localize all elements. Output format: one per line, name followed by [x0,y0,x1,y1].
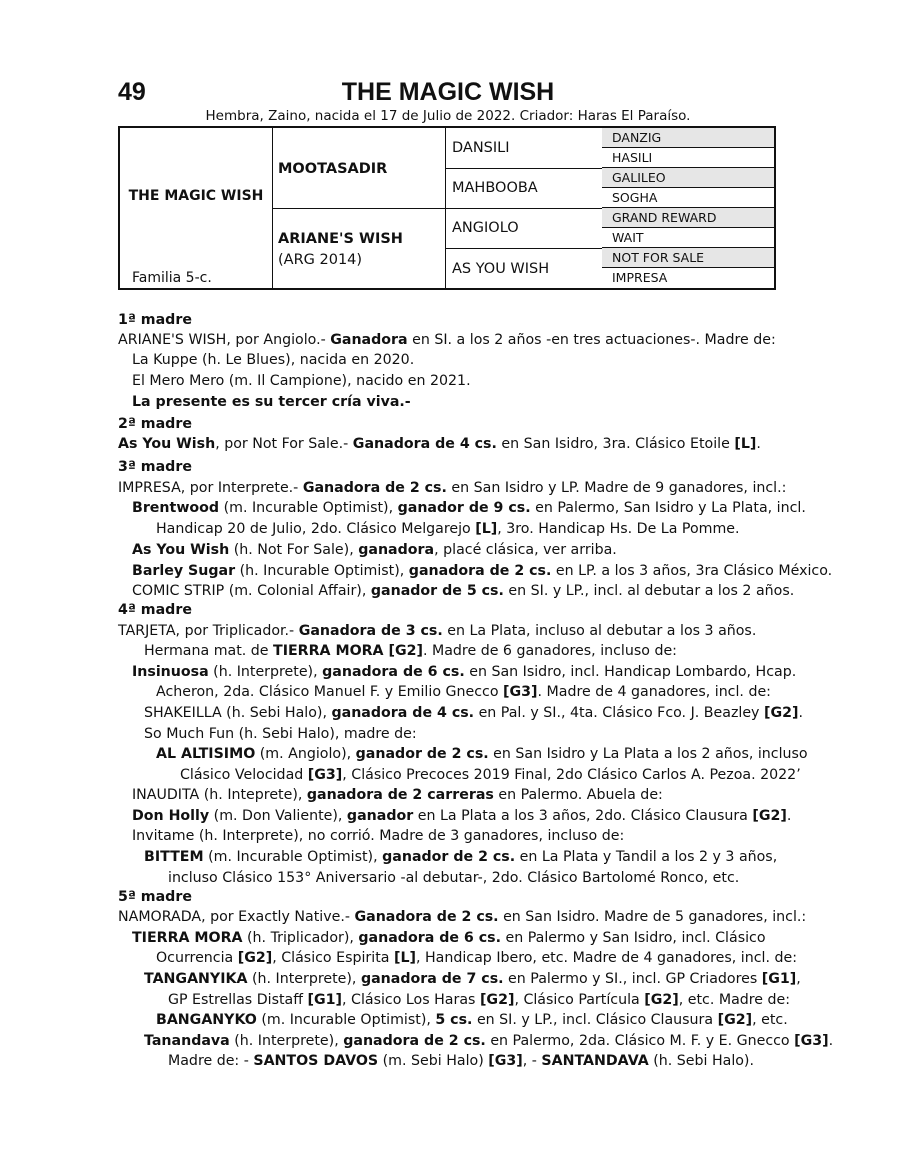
text-run: SHAKEILLA (h. Sebi Halo), [144,705,332,721]
text-line [144,971,801,987]
bold-run: ganador de 2 cs. [355,746,489,762]
pedigree-gen3-item: ANGIOLO [452,220,519,236]
section-heading: 4ª madre [118,602,192,618]
bold-run: [G3] [503,684,538,700]
text-run: (h. Sebi Halo). [648,1053,754,1069]
text-line [168,992,790,1008]
text-run: , Handicap Ibero, etc. Madre de 4 ganadores, incl. de: [415,950,797,966]
page-header [118,78,778,110]
pedigree-subject: THE MAGIC WISH [128,188,264,204]
text-run: ARIANE'S WISH, por Angiolo.- [118,332,331,348]
bold-run: Don Holly [132,808,210,824]
bold-run: Ganadora de 3 cs. [298,623,443,639]
pedigree-gen4-item: NOT FOR SALE [602,248,774,268]
text-run: COMIC STRIP (m. Colonial Affair), [132,583,371,599]
bold-run: SANTOS DAVOS [253,1053,379,1069]
section-heading: 5ª madre [118,889,192,905]
bold-run: As You Wish [118,436,216,452]
text-run: en Palermo y San Isidro, incl. Clásico [500,930,766,946]
text-run: en SI. y LP., incl. Clásico Clausura [472,1012,718,1028]
text-line: La presente es su tercer cría viva.- [132,394,411,410]
text-line [118,332,776,348]
text-line [132,542,617,558]
bold-run: [L] [393,950,416,966]
text-line [118,909,806,925]
pedigree-gen4-item: HASILI [602,148,774,168]
bold-run: Insinuosa [132,664,209,680]
bold-run: Ganadora de 2 cs. [354,909,499,925]
text-run: NAMORADA, por Exactly Native.- [118,909,355,925]
text-line [132,563,832,579]
text-run: , por Not For Sale.- [215,436,353,452]
text-line [132,808,791,824]
text-run: , - [522,1053,542,1069]
text-run: en LP. a los 3 años, 3ra Clásico México. [551,563,833,579]
bold-run: ganador de 9 cs. [397,500,531,516]
pedigree-gen4-item: GRAND REWARD [602,208,774,228]
text-line [144,643,677,659]
text-run: Clásico Velocidad [180,767,308,783]
horse-name: THE MAGIC WISH [341,78,555,106]
text-run: , [796,971,801,987]
text-run: en La Plata, incluso al debutar a los 3 años. [442,623,757,639]
text-line [132,500,806,516]
text-run: TARJETA, por Triplicador.- [118,623,299,639]
text-line [118,436,761,452]
text-run: (m. Angiolo), [255,746,356,762]
text-line: incluso Clásico 153° Aniversario -al debutar-, 2do. Clásico Bartolomé Ronco, etc. [168,870,740,886]
pedigree-gen3-item: AS YOU WISH [452,261,550,277]
bold-run: TIERRA MORA [132,930,243,946]
text-line [132,930,766,946]
pedigree-gen4-item: IMPRESA [602,268,774,288]
section-heading: 3ª madre [118,459,192,475]
text-run: en SI. a los 2 años -en tres actuaciones-. Madre de: [407,332,776,348]
pedigree-gen3-item: MAHBOOBA [452,180,538,196]
text-run: (h. Interprete), [229,1033,344,1049]
text-run: en San Isidro. Madre de 5 ganadores, incl.: [498,909,807,925]
bold-run: ganador de 5 cs. [370,583,504,599]
text-line [132,664,796,680]
text-run: , Clásico Espirita [272,950,394,966]
text-line [132,787,663,803]
bold-run: ganadora de 2 cs. [343,1033,486,1049]
text-line [180,767,801,783]
bold-run: 5 cs. [435,1012,473,1028]
bold-run: ganadora de 6 cs. [358,930,501,946]
text-run: en San Isidro, 3ra. Clásico Etoile [496,436,735,452]
bold-run: SANTANDAVA [541,1053,649,1069]
text-run: INAUDITA (h. Inteprete), [132,787,307,803]
text-run: en Palermo. Abuela de: [493,787,663,803]
text-run: en San Isidro y LP. Madre de 9 ganadores, incl.: [446,480,787,496]
bold-run: Barley Sugar [132,563,236,579]
bold-run: [G1] [761,971,797,987]
bold-run: ganadora de 6 cs. [322,664,465,680]
bold-run: [G2] [237,950,273,966]
text-run: . [828,1033,834,1049]
text-run: (h. Interprete), [247,971,361,987]
bold-run: [G2] [717,1012,753,1028]
text-run: . [756,436,761,452]
text-run: Acheron, 2da. Clásico Manuel F. y Emilio Gnecco [156,684,504,700]
text-run: , placé clásica, ver arriba. [434,542,617,558]
text-run: , Clásico Precoces 2019 Final, 2do Clásico Carlos A. Pezoa. 2022’ [342,767,801,783]
pedigree-table [118,126,776,290]
text-line [156,950,797,966]
bold-run: ganadora [358,542,435,558]
text-run: , etc. [752,1012,788,1028]
text-run: , Clásico Partícula [514,992,645,1008]
text-line [132,583,794,599]
bold-run: TIERRA MORA [G2] [273,643,423,659]
bold-run: ganadora de 4 cs. [331,705,475,721]
bold-run: AL ALTISIMO [156,746,256,762]
section-heading: 2ª madre [118,416,192,432]
bold-run: [G3] [794,1033,829,1049]
text-line [144,849,777,865]
bold-run: Tanandava [144,1033,230,1049]
text-run: , 3ro. Handicap Hs. De La Pomme. [497,521,740,537]
bold-run: Brentwood [132,500,220,516]
bold-run: [G2] [644,992,679,1008]
text-run: en La Plata a los 3 años, 2do. Clásico Clausura [413,808,753,824]
text-run: en La Plata y Tandil a los 2 y 3 años, [515,849,778,865]
bold-run: BANGANYKO [156,1012,257,1028]
lot-number: 49 [118,78,146,106]
text-run: (m. Incurable Optimist), [219,500,398,516]
text-run: (m. Incurable Optimist), [203,849,383,865]
pedigree-dam-year: (ARG 2014) [278,252,363,268]
bold-run: [G1] [307,992,343,1008]
text-line: La Kuppe (h. Le Blues), nacida en 2020. [132,352,415,368]
pedigree-dam: ARIANE'S WISH [278,231,403,247]
bold-run: [L] [734,436,757,452]
text-line [118,480,786,496]
text-run: . Madre de 6 ganadores, incluso de: [422,643,677,659]
bold-run: TANGANYIKA [144,971,248,987]
bold-run: [G3] [307,767,343,783]
text-run: , Clásico Los Haras [342,992,480,1008]
text-run: en Palermo, San Isidro y La Plata, incl. [530,500,806,516]
bold-run: [L] [475,521,498,537]
text-line [118,623,756,639]
horse-details: Hembra, Zaino, nacida el 17 de Julio de 2022. Criador: Haras El Paraíso. [205,108,691,124]
text-run: Hermana mat. de [144,643,274,659]
bold-run: Ganadora [330,332,408,348]
text-run: (h. Incurable Optimist), [235,563,409,579]
text-run: (m. Don Valiente), [209,808,347,824]
bold-run: [G2] [763,705,799,721]
text-run: en Palermo, 2da. Clásico M. F. y E. Gnecco [485,1033,795,1049]
text-line [144,705,803,721]
text-line [156,746,808,762]
text-run: (h. Interprete), [208,664,323,680]
text-run: . [786,808,792,824]
text-run: IMPRESA, por Interprete.- [118,480,303,496]
text-run: . [798,705,803,721]
bold-run: [G2] [479,992,515,1008]
bold-run: ganadora de 2 cs. [408,563,552,579]
bold-run: ganadora de 2 carreras [306,787,494,803]
text-run: Ocurrencia [156,950,238,966]
bold-run: [G3] [488,1053,523,1069]
pedigree-gen4-item: DANZIG [602,128,774,148]
pedigree-sire: MOOTASADIR [278,161,388,177]
bold-run: ganador [346,808,414,824]
text-run: (h. Not For Sale), [229,542,359,558]
text-run: (m. Incurable Optimist), [256,1012,436,1028]
bold-run: ganador de 2 cs. [382,849,516,865]
text-line [144,1033,833,1049]
pedigree-gen4-item: SOGHA [602,188,774,208]
pedigree-col-subject [120,128,273,288]
text-line: El Mero Mero (m. Il Campione), nacido en 2021. [132,373,471,389]
text-run: en San Isidro y La Plata a los 2 años, incluso [488,746,808,762]
bold-run: Ganadora de 2 cs. [302,480,447,496]
text-run: Handicap 20 de Julio, 2do. Clásico Melgarejo [156,521,476,537]
text-line [168,1053,754,1069]
bold-run: ganadora de 7 cs. [360,971,504,987]
bold-run: [G2] [752,808,787,824]
text-run: en San Isidro, incl. Handicap Lombardo, Hcap. [464,664,797,680]
pedigree-gen3-item: DANSILI [452,140,510,156]
text-line [156,521,740,537]
text-run: GP Estrellas Distaff [168,992,308,1008]
text-run: . Madre de 4 ganadores, incl. de: [537,684,771,700]
text-run: , etc. Madre de: [678,992,791,1008]
text-run: en SI. y LP., incl. al debutar a los 2 años. [503,583,795,599]
text-line [156,684,771,700]
text-run: en Palermo y SI., incl. GP Criadores [503,971,762,987]
bold-run: Ganadora de 4 cs. [352,436,497,452]
pedigree-gen4-item: WAIT [602,228,774,248]
text-run: en Pal. y SI., 4ta. Clásico Fco. J. Beazley [474,705,764,721]
text-line [156,1012,788,1028]
text-line: So Much Fun (h. Sebi Halo), madre de: [144,726,417,742]
text-run: (h. Triplicador), [242,930,359,946]
bold-run: BITTEM [144,849,204,865]
text-line: Invitame (h. Interprete), no corrió. Madre de 3 ganadores, incluso de: [132,828,625,844]
pedigree-gen4-item: GALILEO [602,168,774,188]
section-heading: 1ª madre [118,312,192,328]
text-run: Madre de: - [168,1053,254,1069]
text-run: (m. Sebi Halo) [378,1053,489,1069]
bold-run: As You Wish [132,542,230,558]
pedigree-familia: Familia 5-c. [132,270,212,286]
